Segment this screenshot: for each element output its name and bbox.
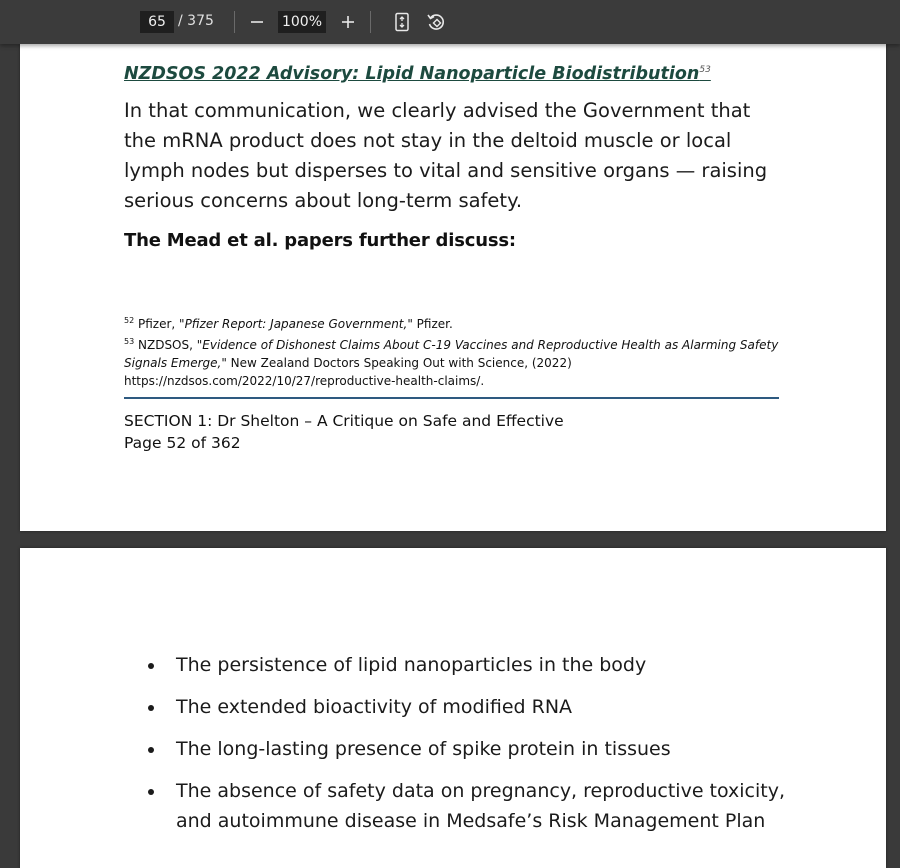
bullet-icon [148, 705, 154, 711]
rotate-icon [426, 12, 446, 32]
rotate-button[interactable] [422, 8, 450, 36]
page-number-input[interactable] [140, 11, 174, 33]
list-item: The long-lasting presence of spike protein in tissues [148, 734, 788, 764]
footnotes [124, 312, 780, 390]
footnote-ref: 53 [699, 65, 711, 76]
zoom-level-input[interactable] [278, 11, 326, 33]
bullet-icon [148, 747, 154, 753]
bullet-list [148, 650, 788, 848]
toolbar-divider [370, 11, 371, 33]
section-heading: NZDSOS 2022 Advisory: Lipid Nanoparticle Biodistribution$^{53}$ [124, 64, 711, 84]
bullet-icon [148, 789, 154, 795]
pdf-page [20, 548, 886, 868]
pdf-page [20, 44, 886, 531]
list-item: The extended bioactivity of modified RNA [148, 692, 788, 722]
fit-page-button[interactable] [388, 8, 416, 36]
minus-icon [250, 15, 264, 29]
footnote: $^{52}$ Pfizer, "Pfizer Report: Japanese Government," Pfizer. [124, 316, 453, 331]
bullet-icon [148, 663, 154, 669]
pdf-toolbar [0, 0, 900, 44]
total-pages-label: / 375 [178, 13, 214, 29]
list-item: The absence of safety data on pregnancy, reproductive toxicity, and autoimmune disease in Medsafe’s Risk Management Plan [148, 776, 788, 836]
page-footer [124, 410, 564, 454]
fit-page-icon [394, 12, 410, 32]
footer-page-number: Page 52 of 362 [124, 434, 241, 452]
zoom-out-button[interactable] [243, 8, 271, 36]
footer-rule [124, 397, 779, 399]
sub-heading: The Mead et al. papers further discuss: [124, 230, 516, 251]
zoom-in-button[interactable] [334, 8, 362, 36]
body-paragraph: In that communication, we clearly advised the Government that the mRNA product does not stay in the deltoid muscle or local lymph nodes but disperses to vital and sensitive organs — raising serious concerns about long-term safety. [124, 99, 768, 212]
footnote: $^{53}$ NZDSOS, "Evidence of Dishonest Claims About C-19 Vaccines and Reproductive Health as Alarming Safety Signals Emerge," New Zealand Doctors Speaking Out with Science, (2022) https://nzdsos.com/2022/10/27/reproductive-health-claims/. [124, 337, 779, 388]
plus-icon [341, 15, 355, 29]
toolbar-divider [234, 11, 235, 33]
list-item: The persistence of lipid nanoparticles in the body [148, 650, 788, 680]
footer-section-title: SECTION 1: Dr Shelton – A Critique on Safe and Effective [124, 412, 564, 430]
